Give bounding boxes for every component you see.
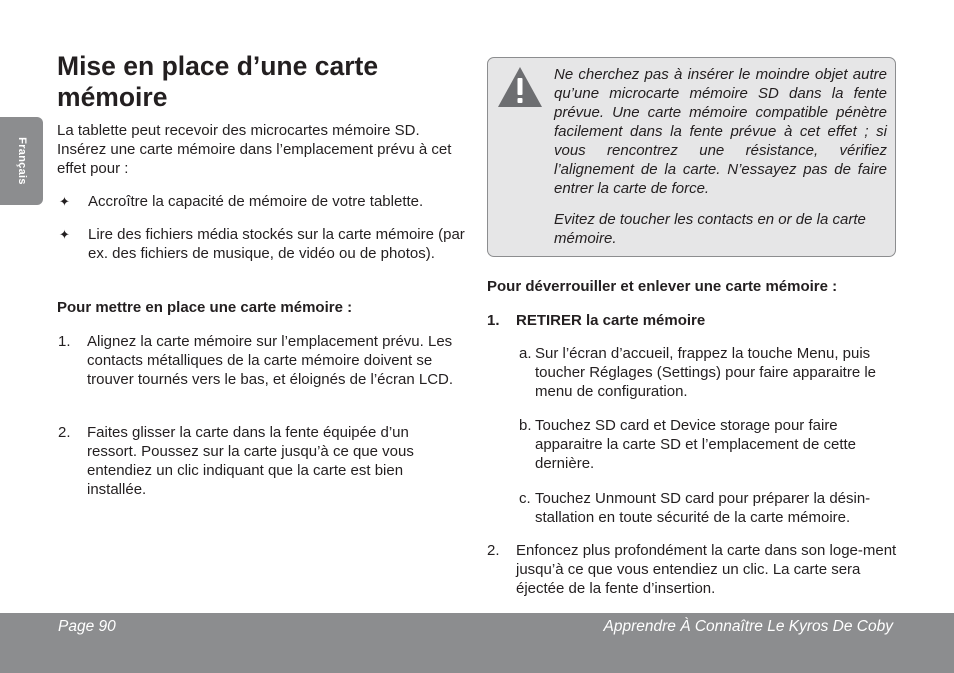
warning-note: Evitez de toucher les contacts en or de la carte mémoire. bbox=[554, 211, 866, 247]
bullet-mark: ✦ bbox=[59, 227, 70, 242]
substep-letter: b. bbox=[519, 417, 532, 434]
footer-title: Apprendre À Connaître Le Kyros De Coby bbox=[603, 618, 893, 635]
bullet-text: Lire des fichiers média stockés sur la carte mémoire (par ex. des fichiers de musique, de vidéo ou de photos). bbox=[88, 226, 465, 262]
intro-paragraph: La tablette peut recevoir des microcartes mémoire SD. Insérez une carte mémoire dans l’emplacement prévu à cet effet pour : bbox=[57, 122, 452, 177]
substep-letter: c. bbox=[519, 490, 531, 507]
list-item bbox=[519, 416, 903, 474]
step-text: Enfoncez plus profondément la carte dans son loge-ment jusqu’à ce que vous entendiez un clic. La carte sera éjectée de la fente d’insertion. bbox=[516, 542, 897, 597]
step-number: 1. bbox=[487, 312, 500, 329]
language-tab bbox=[0, 117, 43, 205]
list-item bbox=[487, 541, 899, 601]
language-tab-label: Français bbox=[15, 137, 28, 185]
warning-text: Ne cherchez pas à insérer le moindre objet autre qu’une microcarte mémoire SD dans la fente prévue. Une carte mémoire compatible pénètre facilement dans la fente prévue à cet effet ; si vous rencontrez une résistance, vérifiez l’alignement de la carte. N’essayez pas de faire entrer la carte de force. bbox=[554, 66, 887, 197]
remove-heading: Pour déverrouiller et enlever une carte mémoire : bbox=[487, 278, 838, 295]
page-number: Page 90 bbox=[58, 618, 116, 635]
substep-text: Sur l’écran d’accueil, frappez la touche Menu, puis toucher Réglages (Settings) pour faire apparaitre le menu de configuration. bbox=[535, 345, 877, 400]
step-number: 2. bbox=[58, 424, 71, 441]
list-item bbox=[58, 423, 470, 501]
step-number: 1. bbox=[58, 333, 71, 350]
list-item bbox=[59, 192, 469, 211]
step-text: RETIRER la carte mémoire bbox=[516, 312, 706, 329]
page-title: Mise en place d’une carte mémoire bbox=[57, 51, 379, 112]
list-item bbox=[519, 489, 903, 529]
bullet-text: Accroître la capacité de mémoire de votre tablette. bbox=[88, 193, 424, 210]
warning-icon bbox=[496, 65, 544, 109]
substep-text: Touchez SD card et Device storage pour faire apparaitre la carte SD et l’emplacement de cette dernière. bbox=[535, 417, 856, 472]
list-item bbox=[59, 225, 469, 285]
step-text: Faites glisser la carte dans la fente équipée d’un ressort. Poussez sur la carte jusqu’à ce que vous entendiez un clic indiquant que la carte est bien installée. bbox=[87, 424, 414, 498]
page-footer bbox=[0, 613, 954, 673]
step-number: 2. bbox=[487, 542, 500, 559]
warning-box bbox=[487, 57, 896, 257]
list-item bbox=[487, 311, 897, 330]
substep-text: Touchez Unmount SD card pour préparer la désin-stallation en toute sécurité de la carte mémoire. bbox=[535, 490, 871, 526]
insert-heading: Pour mettre en place une carte mémoire : bbox=[57, 299, 353, 316]
step-text: Alignez la carte mémoire sur l’emplacement prévu. Les contacts métalliques de la carte mémoire doivent se trouver tournés vers le bas, et éloignés de l’écran LCD. bbox=[87, 333, 454, 388]
bullet-mark: ✦ bbox=[59, 194, 70, 209]
substep-letter: a. bbox=[519, 345, 532, 362]
list-item bbox=[58, 332, 470, 410]
list-item bbox=[519, 344, 903, 402]
